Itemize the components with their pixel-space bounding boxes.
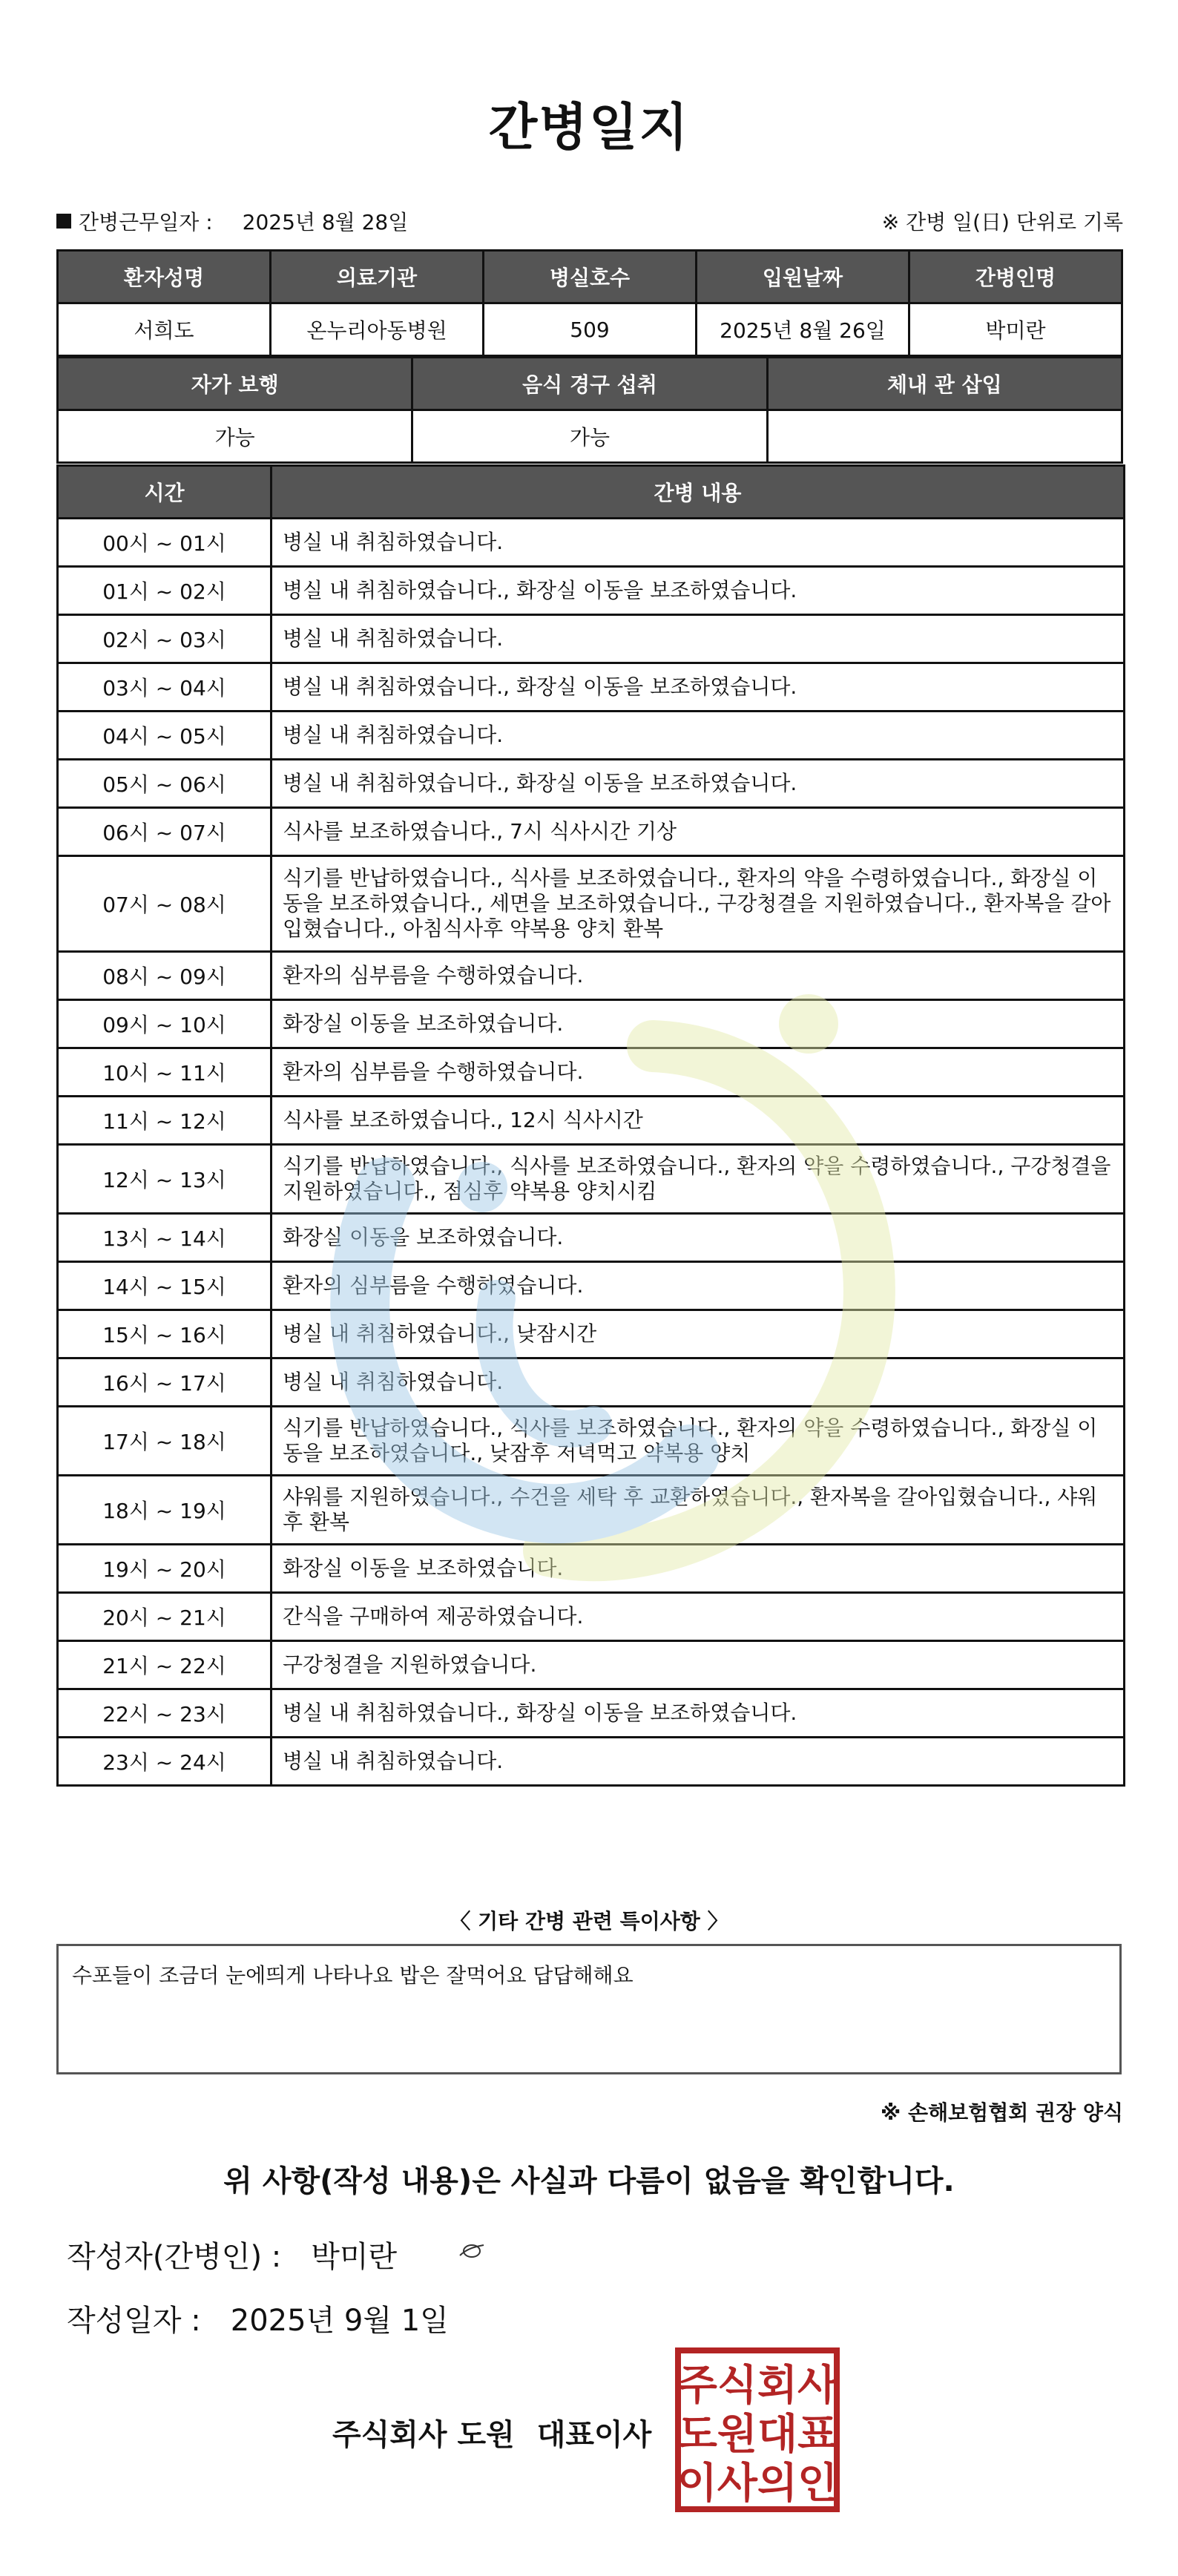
- time-cell: 13시 ~ 14시: [58, 1214, 272, 1262]
- tube-value: [767, 410, 1122, 463]
- header-oral-intake: 음식 경구 섭취: [412, 358, 767, 410]
- content-cell: 병실 내 취침하였습니다., 낮잠시간: [272, 1310, 1125, 1358]
- table-row: [58, 856, 1125, 952]
- table-row: [58, 1641, 1125, 1689]
- content-cell: 식기를 반납하였습니다., 식사를 보조하였습니다., 환자의 약을 수령하였습니다., 구강청결을 지원하였습니다., 점심후 약복용 양치시킴: [272, 1145, 1125, 1214]
- time-cell: 04시 ~ 05시: [58, 712, 272, 760]
- ability-table: [56, 356, 1123, 464]
- table-row: [58, 1407, 1125, 1476]
- content-cell: 병실 내 취침하였습니다., 화장실 이동을 보조하였습니다.: [272, 663, 1125, 712]
- table-row: [58, 1262, 1125, 1310]
- time-cell: 02시 ~ 03시: [58, 615, 272, 663]
- company-seal-stamp: [674, 2346, 841, 2514]
- content-cell: 환자의 심부름을 수행하였습니다.: [272, 952, 1125, 1000]
- table-row: [58, 1593, 1125, 1641]
- special-notes-title: 〈 기타 간병 관련 특이사항 〉: [450, 1909, 728, 1933]
- confirmation-statement: 위 사항(작성 내용)은 사실과 다름이 없음을 확인합니다.: [223, 2164, 955, 2198]
- content-cell: 병실 내 취침하였습니다.: [272, 1738, 1125, 1786]
- author-label: 작성자(간병인) :: [67, 2240, 282, 2274]
- time-cell: 17시 ~ 18시: [58, 1407, 272, 1476]
- hospital-name: 온누리아동병원: [271, 303, 484, 356]
- content-cell: 식기를 반납하였습니다., 식사를 보조하였습니다., 환자의 약을 수령하였습니다., 화장실 이동을 보조하였습니다., 낮잠후 저녁먹고 약복용 양치: [272, 1407, 1125, 1476]
- content-cell: 식사를 보조하였습니다., 7시 식사시간 기상: [272, 808, 1125, 856]
- header-admission-date: 입원날짜: [697, 251, 909, 303]
- signature-icon: [457, 2239, 487, 2261]
- patient-info-table: [56, 249, 1123, 357]
- content-cell: 병실 내 취침하였습니다., 화장실 이동을 보조하였습니다.: [272, 1689, 1125, 1738]
- oral-intake-value: 가능: [412, 410, 767, 463]
- time-cell: 19시 ~ 20시: [58, 1545, 272, 1593]
- time-cell: 10시 ~ 11시: [58, 1048, 272, 1097]
- care-header-row: [58, 466, 1125, 519]
- content-cell: 화장실 이동을 보조하였습니다.: [272, 1214, 1125, 1262]
- work-date-label: 간병근무일자 :: [79, 210, 213, 234]
- author-name: 박미란: [311, 2240, 398, 2274]
- work-date-value: 2025년 8월 28일: [242, 210, 409, 234]
- content-cell: 병실 내 취침하였습니다.: [272, 519, 1125, 567]
- content-cell: 환자의 심부름을 수행하였습니다.: [272, 1048, 1125, 1097]
- table-row: [58, 760, 1125, 808]
- time-cell: 16시 ~ 17시: [58, 1358, 272, 1407]
- time-cell: 06시 ~ 07시: [58, 808, 272, 856]
- header-caregiver: 간병인명: [909, 251, 1122, 303]
- content-cell: 병실 내 취침하였습니다.: [272, 712, 1125, 760]
- time-cell: 03시 ~ 04시: [58, 663, 272, 712]
- ability-value-row: [58, 410, 1122, 463]
- meta-row: [56, 206, 1123, 236]
- time-cell: 01시 ~ 02시: [58, 567, 272, 615]
- header-content: 간병 내용: [272, 466, 1125, 519]
- table-row: [58, 1097, 1125, 1145]
- company-line: [332, 2411, 651, 2454]
- header-hospital: 의료기관: [271, 251, 484, 303]
- page-title: 간병일지: [488, 99, 690, 157]
- time-cell: 05시 ~ 06시: [58, 760, 272, 808]
- special-notes-box: 수포들이 조금더 눈에띄게 나타나요 밥은 잘먹어요 답답해해요: [56, 1944, 1122, 2074]
- content-cell: 병실 내 취침하였습니다.: [272, 615, 1125, 663]
- time-cell: 08시 ~ 09시: [58, 952, 272, 1000]
- table-row: [58, 1689, 1125, 1738]
- table-row: [58, 1476, 1125, 1545]
- time-cell: 00시 ~ 01시: [58, 519, 272, 567]
- content-cell: 식사를 보조하였습니다., 12시 식사시간: [272, 1097, 1125, 1145]
- content-cell: 샤워를 지원하였습니다., 수건을 세탁 후 교환하였습니다., 환자복을 갈아입혔습니다., 샤워후 환복: [272, 1476, 1125, 1545]
- content-cell: 병실 내 취침하였습니다., 화장실 이동을 보조하였습니다.: [272, 760, 1125, 808]
- patient-value-row: [58, 303, 1122, 356]
- svg-text:주식회사: 주식회사: [677, 2362, 838, 2410]
- header-walking: 자가 보행: [58, 358, 412, 410]
- content-cell: 간식을 구매하여 제공하였습니다.: [272, 1593, 1125, 1641]
- table-row: [58, 1545, 1125, 1593]
- record-unit-note: ※ 간병 일(日) 단위로 기록: [881, 210, 1123, 234]
- time-cell: 23시 ~ 24시: [58, 1738, 272, 1786]
- care-log-table: [56, 464, 1125, 1787]
- room-number: 509: [484, 303, 697, 356]
- table-row: [58, 1214, 1125, 1262]
- table-row: [58, 615, 1125, 663]
- table-row: [58, 567, 1125, 615]
- content-cell: 병실 내 취침하였습니다., 화장실 이동을 보조하였습니다.: [272, 567, 1125, 615]
- table-row: [58, 952, 1125, 1000]
- table-row: [58, 1738, 1125, 1786]
- company-name: 주식회사 도원: [332, 2418, 515, 2452]
- author-line: [67, 2233, 397, 2276]
- svg-text:도원대표: 도원대표: [677, 2411, 838, 2459]
- svg-text:이사의인: 이사의인: [677, 2460, 838, 2508]
- written-date-value: 2025년 9월 1일: [230, 2304, 449, 2338]
- content-cell: 식기를 반납하였습니다., 식사를 보조하였습니다., 환자의 약을 수령하였습니다., 화장실 이동을 보조하였습니다., 세면을 보조하였습니다., 구강청결을 지원하였습니다., 환자복을 갈아입혔습니다., 아침식사후 약복용 양치 환복: [272, 856, 1125, 952]
- table-row: [58, 519, 1125, 567]
- time-cell: 18시 ~ 19시: [58, 1476, 272, 1545]
- table-row: [58, 808, 1125, 856]
- time-cell: 14시 ~ 15시: [58, 1262, 272, 1310]
- header-time: 시간: [58, 466, 272, 519]
- header-room: 병실호수: [484, 251, 697, 303]
- written-date-label: 작성일자 :: [67, 2304, 201, 2338]
- time-cell: 22시 ~ 23시: [58, 1689, 272, 1738]
- table-row: [58, 1358, 1125, 1407]
- header-tube: 체내 관 삽입: [767, 358, 1122, 410]
- patient-header-row: [58, 251, 1122, 303]
- content-cell: 병실 내 취침하였습니다.: [272, 1358, 1125, 1407]
- table-row: [58, 1145, 1125, 1214]
- time-cell: 20시 ~ 21시: [58, 1593, 272, 1641]
- content-cell: 화장실 이동을 보조하였습니다.: [272, 1545, 1125, 1593]
- time-cell: 12시 ~ 13시: [58, 1145, 272, 1214]
- work-date: [56, 206, 408, 236]
- form-source-note: ※ 손해보험협회 권장 양식: [881, 2100, 1123, 2125]
- admission-date: 2025년 8월 26일: [697, 303, 909, 356]
- table-row: [58, 1048, 1125, 1097]
- caregiver-name: 박미란: [909, 303, 1122, 356]
- table-row: [58, 1000, 1125, 1048]
- content-cell: 구강청결을 지원하였습니다.: [272, 1641, 1125, 1689]
- patient-name: 서희도: [58, 303, 271, 356]
- table-row: [58, 1310, 1125, 1358]
- ability-header-row: [58, 358, 1122, 410]
- representative-title: 대표이사: [536, 2418, 652, 2452]
- time-cell: 15시 ~ 16시: [58, 1310, 272, 1358]
- time-cell: 21시 ~ 22시: [58, 1641, 272, 1689]
- square-bullet-icon: [56, 214, 71, 229]
- header-patient-name: 환자성명: [58, 251, 271, 303]
- time-cell: 09시 ~ 10시: [58, 1000, 272, 1048]
- content-cell: 환자의 심부름을 수행하였습니다.: [272, 1262, 1125, 1310]
- content-cell: 화장실 이동을 보조하였습니다.: [272, 1000, 1125, 1048]
- walking-value: 가능: [58, 410, 412, 463]
- table-row: [58, 712, 1125, 760]
- time-cell: 11시 ~ 12시: [58, 1097, 272, 1145]
- written-date-line: [67, 2297, 449, 2339]
- time-cell: 07시 ~ 08시: [58, 856, 272, 952]
- table-row: [58, 663, 1125, 712]
